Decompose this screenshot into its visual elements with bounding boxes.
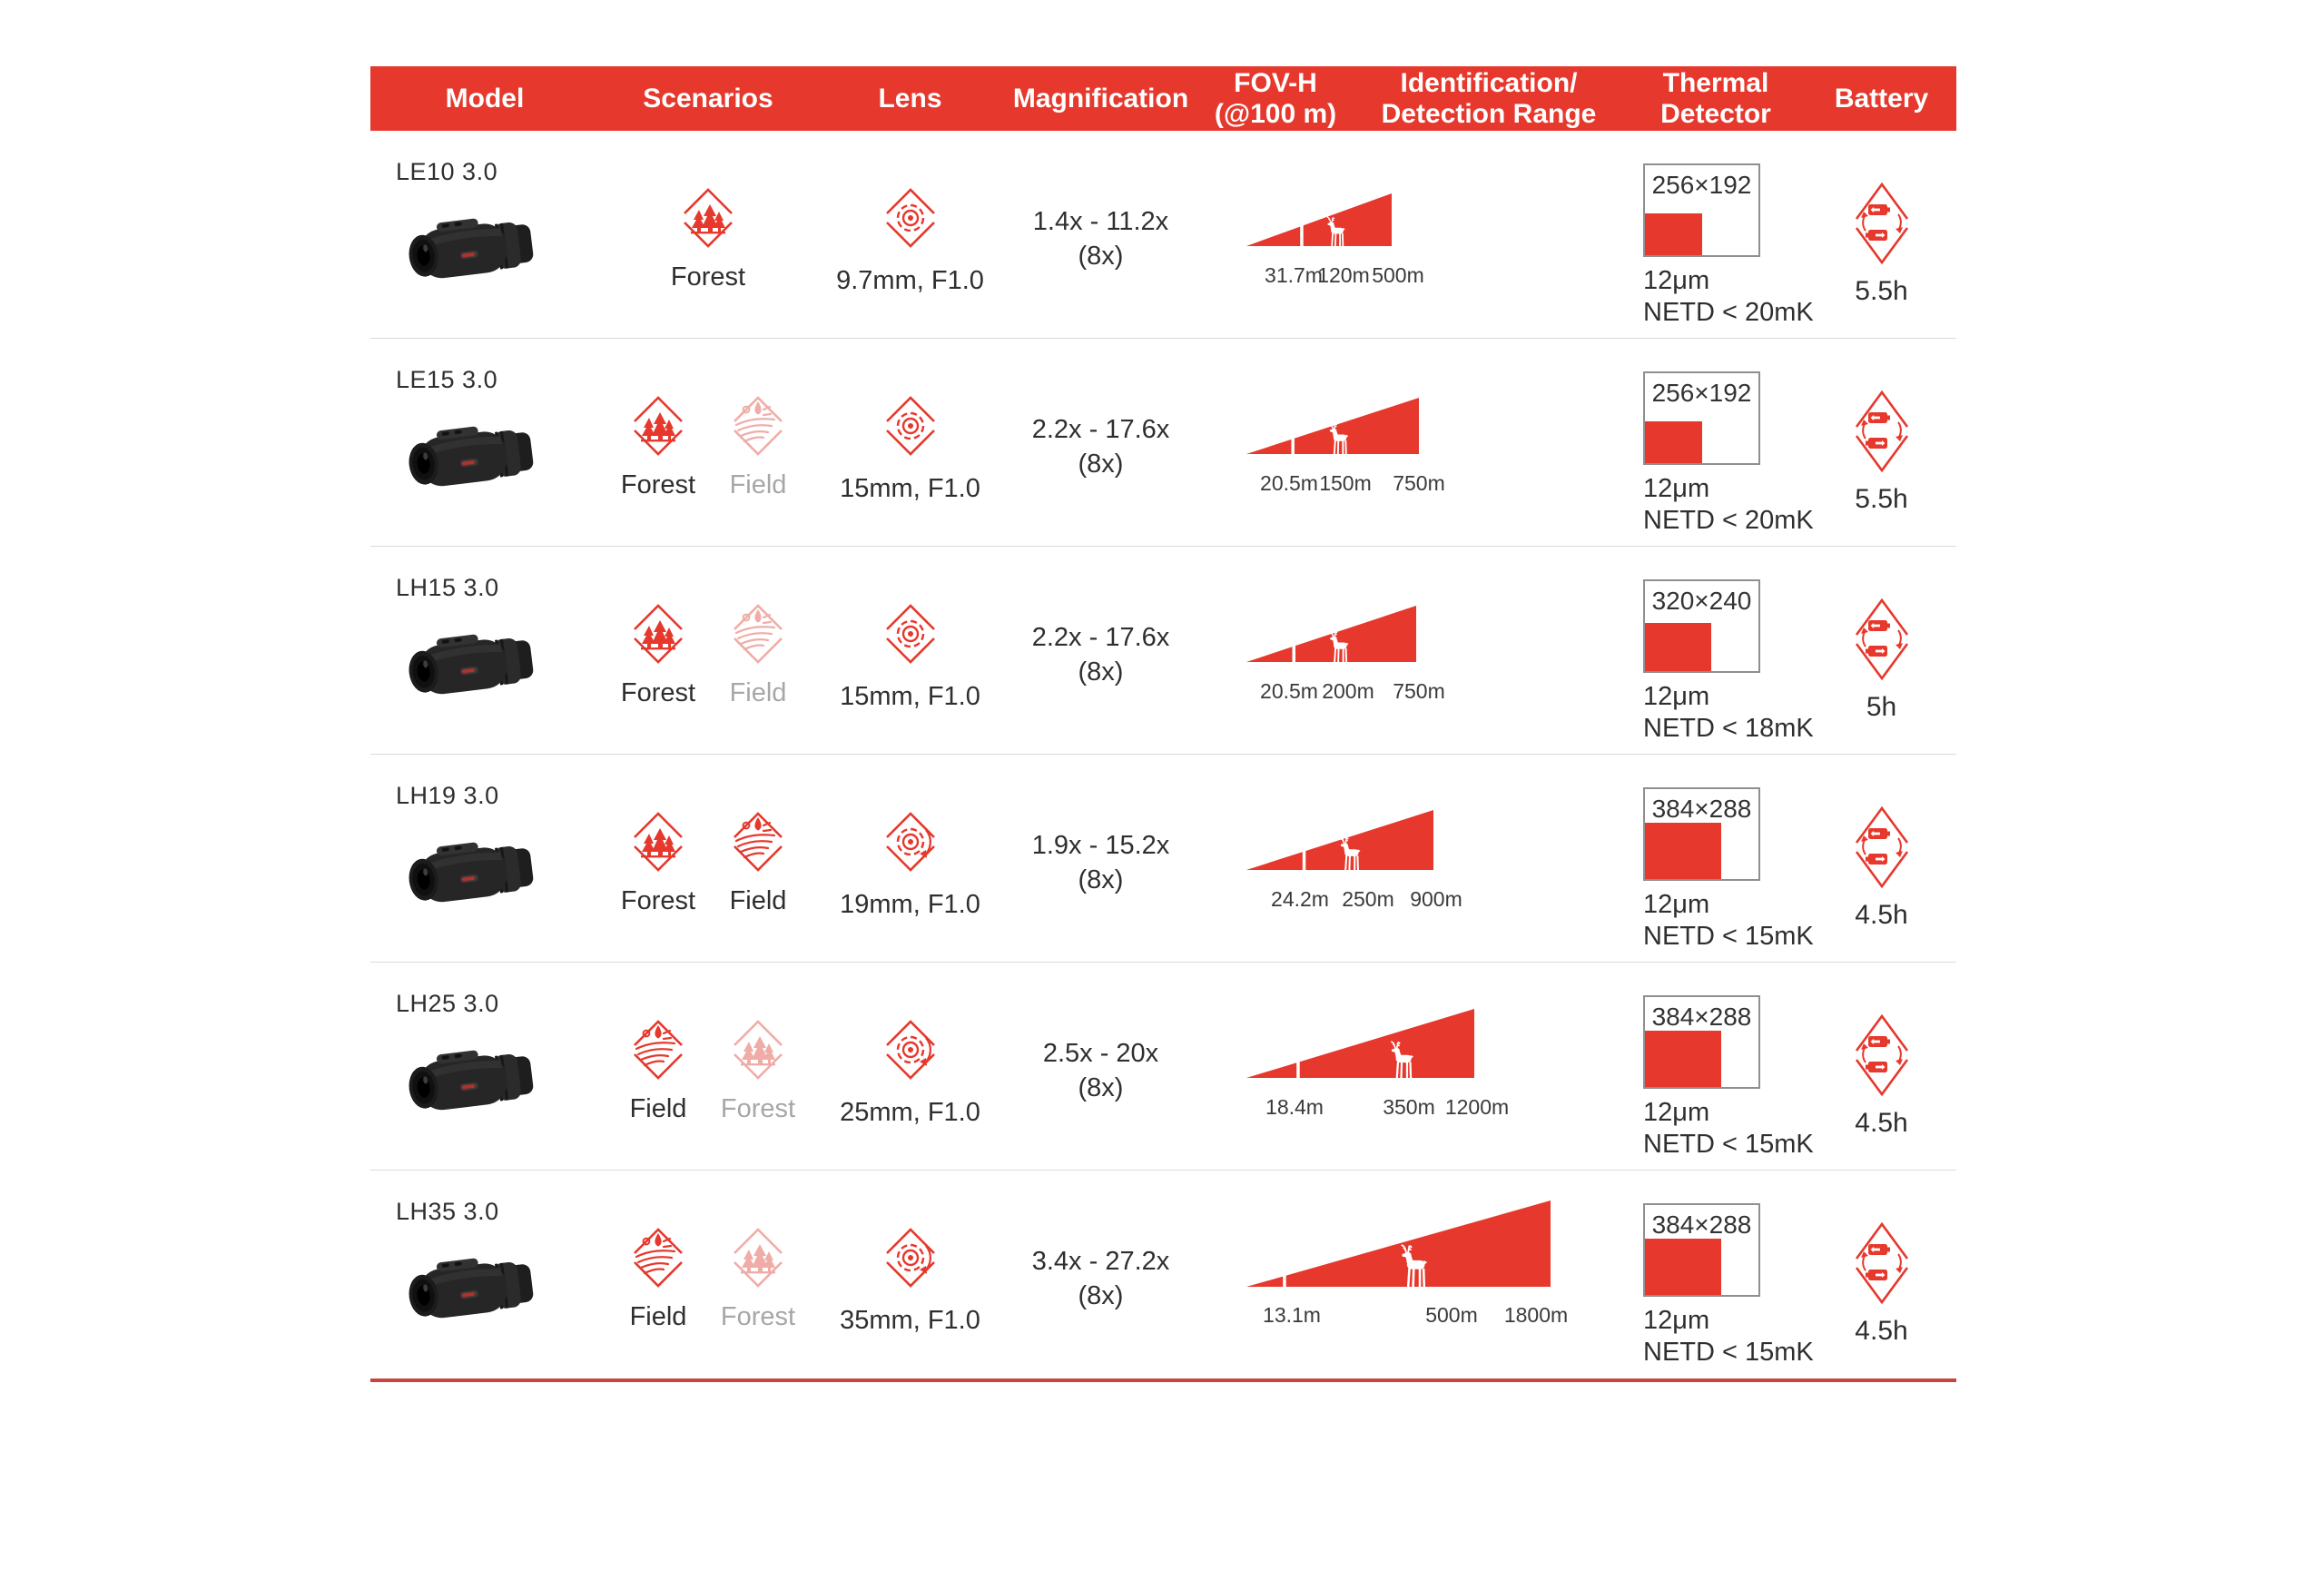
detector-fill [1645, 421, 1702, 463]
pixel-pitch: 12μm [1643, 1306, 1710, 1335]
product-image [401, 623, 545, 705]
detection-range-value: 1200m [1444, 1095, 1510, 1119]
cell-battery [1807, 547, 1956, 754]
product-image [401, 207, 545, 289]
magnification-range: 2.5x - 20x [1042, 1039, 1159, 1068]
scenario-slot [668, 183, 748, 292]
fov-h-value: 24.2m [1271, 887, 1329, 911]
scenario-label: Field [729, 886, 787, 915]
header-label: Detector [1660, 98, 1771, 129]
forest-icon [623, 806, 694, 877]
header-label: Lens [878, 83, 942, 114]
cell-scenarios [599, 339, 817, 546]
magnification-range: 2.2x - 17.6x [1031, 415, 1170, 444]
range-triangle [1246, 398, 1419, 454]
col-header-model [370, 66, 599, 131]
cell-battery [1807, 963, 1956, 1170]
lens-spec: 19mm, F1.0 [840, 890, 980, 919]
scenario-label: Forest [720, 1302, 796, 1331]
field-icon [723, 598, 793, 669]
pixel-pitch: 12μm [1643, 266, 1710, 295]
magnification-base: (8x) [1078, 865, 1124, 894]
detector-resolution: 320×240 [1651, 587, 1752, 615]
range-triangle [1246, 810, 1433, 870]
identification-range-value: 150m [1319, 471, 1372, 495]
lens-icon [875, 183, 946, 253]
battery-life: 5.5h [1855, 484, 1908, 514]
lens-spec: 15mm, F1.0 [840, 474, 980, 503]
table-row [370, 547, 1956, 755]
netd-value: NETD < 15mK [1643, 1130, 1814, 1159]
header-label: Magnification [1012, 83, 1189, 114]
product-image [401, 1039, 545, 1121]
cell-model [370, 131, 599, 338]
cell-thermal [1625, 339, 1814, 546]
range-triangle [1246, 1009, 1474, 1078]
identification-range-value: 350m [1383, 1095, 1435, 1119]
field-icon [723, 390, 793, 461]
thermal-specs [1643, 473, 1814, 537]
battery-swap-icon [1842, 384, 1922, 477]
cell-range [1198, 755, 1625, 962]
lens-icon [875, 598, 946, 669]
forest-icon [723, 1222, 793, 1293]
detector-fill [1645, 823, 1721, 879]
battery-life: 5.5h [1855, 276, 1908, 306]
col-header-thermal [1625, 66, 1807, 131]
netd-value: NETD < 20mK [1643, 506, 1814, 535]
header-label: Identification/ [1400, 67, 1578, 98]
model-name: LH19 3.0 [396, 782, 499, 809]
table-row [370, 131, 1956, 339]
cell-model [370, 1171, 599, 1378]
spec-table [370, 66, 1956, 1382]
detection-range-value: 900m [1410, 887, 1462, 911]
col-header-lens [817, 66, 1003, 131]
detector-fill [1645, 213, 1702, 255]
detector-fill [1645, 623, 1711, 671]
table-row [370, 1171, 1956, 1378]
fov-tick [1300, 193, 1304, 246]
scenario-label: Field [629, 1094, 687, 1123]
cell-range [1198, 547, 1625, 754]
model-name: LH35 3.0 [396, 1198, 499, 1225]
magnification-range: 1.9x - 15.2x [1031, 831, 1170, 860]
magnification-base: (8x) [1078, 449, 1124, 479]
forest-icon [673, 183, 743, 253]
cell-lens [817, 547, 1003, 754]
table-header [370, 66, 1956, 131]
detector-fill [1645, 1239, 1721, 1295]
cell-range [1198, 1171, 1625, 1378]
cell-thermal [1625, 131, 1814, 338]
magnification-base: (8x) [1078, 657, 1124, 687]
scenario-slot [618, 806, 698, 916]
product-image [401, 831, 545, 913]
cell-scenarios [599, 547, 817, 754]
cell-magnification [1003, 1171, 1198, 1378]
detector-resolution: 256×192 [1651, 379, 1752, 407]
magnification-base: (8x) [1078, 241, 1124, 271]
range-triangle [1246, 1201, 1551, 1287]
pixel-pitch: 12μm [1643, 474, 1710, 503]
magnification-range: 3.4x - 27.2x [1031, 1247, 1170, 1276]
fov-h-value: 13.1m [1263, 1303, 1321, 1327]
thermal-specs [1643, 681, 1814, 745]
model-name: LH15 3.0 [396, 574, 499, 601]
battery-swap-icon [1842, 592, 1922, 685]
scenario-label: Forest [620, 470, 696, 499]
fov-tick [1303, 810, 1306, 870]
cell-range [1198, 339, 1625, 546]
model-name: LE15 3.0 [396, 366, 498, 393]
cell-thermal [1625, 963, 1814, 1170]
cell-lens [817, 339, 1003, 546]
fov-tick [1291, 398, 1295, 454]
fov-h-value: 31.7m [1265, 263, 1323, 287]
lens-spec: 25mm, F1.0 [840, 1098, 980, 1127]
cell-scenarios [599, 963, 817, 1170]
fov-tick [1283, 1201, 1286, 1287]
field-icon [623, 1014, 694, 1085]
fov-tick [1296, 1009, 1300, 1078]
field-icon [723, 806, 793, 877]
lens-icon [875, 1222, 946, 1293]
table-row [370, 755, 1956, 963]
lens-spec: 35mm, F1.0 [840, 1306, 980, 1335]
battery-life: 4.5h [1855, 1108, 1908, 1138]
scenario-label: Forest [620, 678, 696, 707]
col-header-range [1353, 66, 1625, 131]
lens-icon [875, 390, 946, 461]
cell-thermal [1625, 755, 1814, 962]
identification-range-value: 200m [1322, 679, 1374, 703]
detector-box [1643, 163, 1760, 257]
detector-resolution: 256×192 [1651, 171, 1752, 199]
cell-model [370, 755, 599, 962]
col-header-scenarios [599, 66, 817, 131]
thermal-specs [1643, 1305, 1814, 1369]
battery-swap-icon [1842, 1008, 1922, 1101]
scenario-label: Forest [720, 1094, 796, 1123]
battery-swap-icon [1842, 176, 1922, 269]
lens-spec: 9.7mm, F1.0 [836, 266, 984, 295]
pixel-pitch: 12μm [1643, 890, 1710, 919]
pixel-pitch: 12μm [1643, 1098, 1710, 1127]
fov-h-value: 20.5m [1260, 679, 1318, 703]
scenario-slot [618, 598, 698, 708]
detection-range-value: 750m [1393, 471, 1445, 495]
header-label: Scenarios [643, 83, 773, 114]
cell-model [370, 339, 599, 546]
cell-lens [817, 131, 1003, 338]
scenario-slot [718, 598, 798, 708]
forest-icon [723, 1014, 793, 1085]
thermal-specs [1643, 1097, 1814, 1161]
field-icon [623, 1222, 694, 1293]
fov-h-value: 18.4m [1265, 1095, 1324, 1119]
cell-scenarios [599, 1171, 817, 1378]
netd-value: NETD < 15mK [1643, 1338, 1814, 1367]
header-label: Detection Range [1381, 98, 1597, 129]
scenario-label: Field [729, 470, 787, 499]
scenario-slot [718, 1014, 798, 1124]
fov-h-value: 20.5m [1260, 471, 1318, 495]
pixel-pitch: 12μm [1643, 682, 1710, 711]
detection-range-value: 1800m [1503, 1303, 1569, 1327]
cell-battery [1807, 131, 1956, 338]
cell-lens [817, 963, 1003, 1170]
identification-range-value: 500m [1425, 1303, 1478, 1327]
netd-value: NETD < 15mK [1643, 922, 1814, 951]
lens-icon [875, 1014, 946, 1085]
detection-range-value: 750m [1393, 679, 1445, 703]
cell-scenarios [599, 755, 817, 962]
detector-box [1643, 1203, 1760, 1297]
magnification-base: (8x) [1078, 1072, 1124, 1102]
cell-magnification [1003, 547, 1198, 754]
cell-thermal [1625, 1171, 1814, 1378]
model-name: LE10 3.0 [396, 158, 498, 185]
magnification-base: (8x) [1078, 1280, 1124, 1310]
header-label: Thermal [1662, 67, 1769, 98]
scenario-label: Field [629, 1302, 687, 1331]
cell-lens [817, 1171, 1003, 1378]
scenario-slot [618, 1222, 698, 1332]
battery-swap-icon [1842, 1216, 1922, 1309]
detector-box [1643, 579, 1760, 673]
battery-swap-icon [1842, 800, 1922, 893]
table-row [370, 963, 1956, 1171]
header-label: (@100 m) [1214, 98, 1337, 129]
thermal-specs [1643, 889, 1814, 953]
scenario-label: Field [729, 678, 787, 707]
fov-tick [1293, 606, 1296, 662]
magnification-range: 2.2x - 17.6x [1031, 623, 1170, 652]
battery-life: 4.5h [1855, 900, 1908, 930]
col-header-magnification [1003, 66, 1198, 131]
col-header-battery [1807, 66, 1956, 131]
detector-resolution: 384×288 [1651, 1210, 1752, 1239]
lens-spec: 15mm, F1.0 [840, 682, 980, 711]
product-image [401, 415, 545, 497]
table-body [370, 131, 1956, 1378]
table-row [370, 339, 1956, 547]
scenario-slot [618, 1014, 698, 1124]
thermal-specs [1643, 265, 1814, 329]
scenario-slot [718, 390, 798, 500]
cell-scenarios [599, 131, 817, 338]
identification-range-value: 250m [1342, 887, 1394, 911]
header-label: Battery [1834, 83, 1929, 114]
detector-box [1643, 995, 1760, 1089]
cell-model [370, 963, 599, 1170]
netd-value: NETD < 18mK [1643, 714, 1814, 743]
detector-resolution: 384×288 [1651, 795, 1752, 823]
header-label: FOV-H [1234, 67, 1317, 98]
detector-box [1643, 787, 1760, 881]
forest-icon [623, 390, 694, 461]
magnification-range: 1.4x - 11.2x [1032, 207, 1169, 236]
battery-life: 4.5h [1855, 1316, 1908, 1346]
model-name: LH25 3.0 [396, 990, 499, 1017]
battery-life: 5h [1866, 692, 1897, 722]
cell-model [370, 547, 599, 754]
cell-lens [817, 755, 1003, 962]
cell-battery [1807, 339, 1956, 546]
detector-fill [1645, 1031, 1721, 1087]
cell-thermal [1625, 547, 1814, 754]
col-header-fov [1198, 66, 1353, 131]
netd-value: NETD < 20mK [1643, 298, 1814, 327]
scenario-slot [718, 1222, 798, 1332]
range-triangle [1246, 193, 1392, 246]
scenario-label: Forest [670, 262, 746, 291]
lens-icon [875, 806, 946, 877]
scenario-slot [718, 806, 798, 916]
identification-range-value: 120m [1317, 263, 1370, 287]
cell-magnification [1003, 131, 1198, 338]
cell-magnification [1003, 963, 1198, 1170]
cell-magnification [1003, 755, 1198, 962]
cell-range [1198, 131, 1625, 338]
scenario-slot [618, 390, 698, 500]
cell-magnification [1003, 339, 1198, 546]
header-label: Model [445, 83, 525, 114]
cell-battery [1807, 1171, 1956, 1378]
range-triangle [1246, 606, 1416, 662]
detection-range-value: 500m [1372, 263, 1424, 287]
cell-range [1198, 963, 1625, 1170]
cell-battery [1807, 755, 1956, 962]
forest-icon [623, 598, 694, 669]
detector-resolution: 384×288 [1651, 1003, 1752, 1031]
scenario-label: Forest [620, 886, 696, 915]
detector-box [1643, 371, 1760, 465]
product-image [401, 1247, 545, 1329]
